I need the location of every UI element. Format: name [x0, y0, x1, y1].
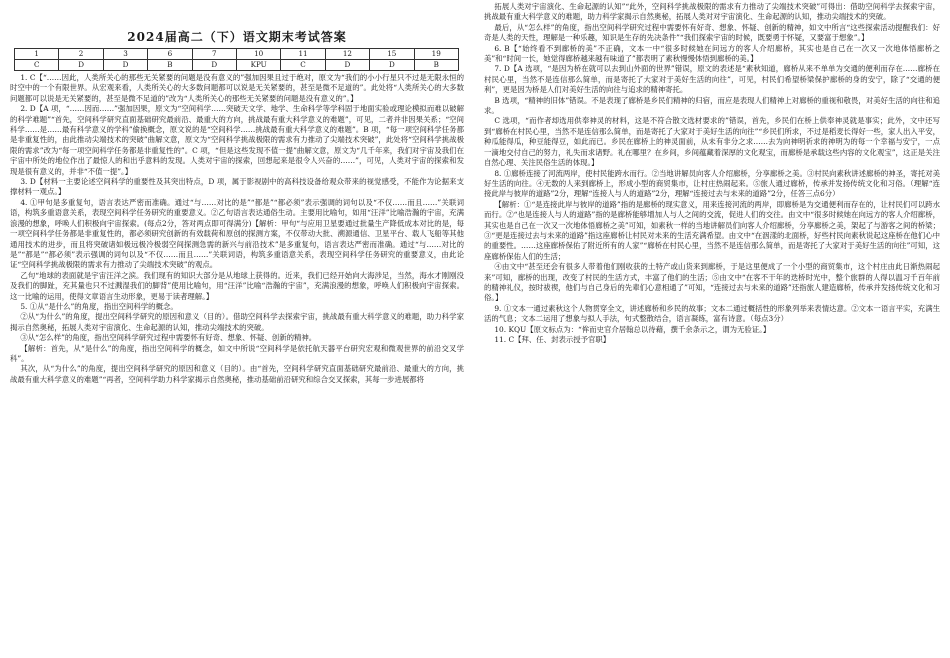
question-number-cell: 15	[370, 49, 414, 60]
answer-paragraph: 【解析：首先，从“是什么”的角度，指出空间科学的概念，如文中所说“空间科学是依托航天器平台研究宏观和微观世界的前沿交叉学科”。	[10, 343, 464, 363]
answer-cell: C	[281, 60, 325, 71]
answer-paragraph: 8. ①廊桥连接了河流两岸，使村民能跨水而行。②当地讲解员向客人介绍廊桥，分享廊桥之美。③村民向素秋讲述廊桥的神圣，寄托对美好生活的向往。④无数的人来到廊桥上，形成小型的商贸集市，让村庄热闹起来。⑤旅人通过廊桥，传承并发扬传统文化和习俗。（理解“连接此岸与彼岸的道路”2分，理解“连接人与人的道路”2分，理解“连接过去与未来的道路”2分，任答三点6分）	[484, 168, 940, 199]
left-column	[10, 0, 464, 658]
answer-cell: D	[103, 60, 147, 71]
answer-paragraph: 5. ①从“是什么”的角度，指出空间科学的概念。	[20, 301, 178, 311]
question-number-cell: 3	[103, 49, 147, 60]
answer-paragraph: 1. C【“……因此，人类所关心的那些无关紧要的问题是没有意义的”强加因果且过于绝对，原文为“我们的小小行星只不过是无限永恒的时空中的一个有限世界。从宏观来看，人类所关心的大多数问题都可以说是无关紧要的，甚至是微不足道的”。此处将“人类所关心的大多数问题都可以说是无关紧要的，甚至是微不足道的”改为“人类所关心的那些无关紧要的问题是没有意义的”。】	[10, 73, 464, 103]
answer-paragraph: 2. D【A 项，“……因而……”强加因果，原文为“空间科学……突破天文学、地学、生命科学等学科固于地面实验或理论模拟而难以破解的科学难题”“首先，空间科学研究直面基础研究最前沿、最重大的方向，挑战最有重大科学意义的难题”，可见，二者并非因果关系；“空间科学……是……最有科学意义的学科”偷换概念，原文说的是“空间科学……挑战最有重大科学意义的难题”。B 项，“每一项空间科学任务都是非重复性的，由此推动尖端技术的突破”曲解文意，原文为“空间科学挑战极限的需求有力推动了尖端技术突破”，此处将“空间科学挑战极限的需求”改为“每一项空间科学任务都是非重复性的”。C 项，“但是这些发现不值一提”曲解文意，原文为“几千年来，我们对宇宙及我们在宇宙中所处的地位作出了最惊人的和出乎意料的发现。人类对宇宙的探索，回想起来是很令人兴奋的……”，可见，人类对宇宙的探索和发现是很有意义的，并非“不值一提”。】	[10, 104, 464, 176]
question-number-cell: 1	[15, 49, 59, 60]
answer-table-answers-row	[15, 60, 459, 71]
answer-paragraph: 7. D【A 选项，“是因为桥在就可以去到山外面的世界”错误，原文的表述是“素秋知道，廊桥从来不单单为交通的便利而存在……廊桥在村民心里，当然不是连信那么简单，而是寄托了大家对于美好生活的向往”，可见，村民们希望桥梁保护廊桥的身的安宁，除了“交通的便利”，更是因为桥是人们对美好生活的向往与追求的精神寄托。	[484, 64, 940, 95]
question-number-cell: 12	[325, 49, 369, 60]
answer-paragraph: 10. KQU【原文标点为：“侔而史官介居翰总以待藉，撰千余条示之，谓为无验证。】	[494, 324, 771, 334]
answer-cell: B	[148, 60, 192, 71]
question-number-cell: 19	[414, 49, 458, 60]
answer-paragraph: ②从“为什么”的角度，提出空间科学研究的原因和意义（目的）。借助空间科学去探索宇宙，挑战最有重大科学意义的难题，助力科学家揭示自然奥秘，拓展人类对宇宙演化、生命起源的认知，推动尖端技术的突破。	[10, 312, 464, 332]
question-number-cell: 7	[192, 49, 236, 60]
answer-cell: D	[325, 60, 369, 71]
answer-cell: C	[15, 60, 59, 71]
answer-paragraph: 6. B【“始终看不到廊桥的美”不正确，文本一中“很多时候她在问远方的客人介绍廊桥，其实也是自己在一次又一次地体悟廊桥之美”和“时间一长，她觉得廊桥越来越有味道了”都表明了素秋慢慢体悟到廊桥的美。】	[484, 43, 940, 64]
answer-paragraph: 3. D【材料一主要论述空间科学的重要性及其突出特点，D 项，属于影视剧中的高科技设备给观众带来的视觉感受，不能作为论据来支撑材料一观点。】	[10, 177, 464, 197]
answer-paragraph: ③从“怎么样”的角度，指出空间科学研究过程中需要怀有好奇、想象、怀疑、创新的精神。	[20, 333, 317, 343]
answer-paragraph: 其次，从“为什么”的角度，提出空间科学研究的原因和意义（目的）。由“首先，空间科学研究直面基础研究最前沿、最重大的方向，挑战最有重大科学意义的难题”“再者，空间科学助力科学家揭示自然奥秘，推动基础前沿研究和综合交叉探索，其每一步进展都将	[10, 364, 464, 384]
answer-cell: KPU	[236, 60, 280, 71]
answer-cell: D	[59, 60, 103, 71]
question-number-cell: 10	[236, 49, 280, 60]
right-column	[484, 0, 940, 658]
document-title: 2024届高二（下）语文期末考试答案	[127, 30, 347, 44]
answer-paragraph: 拓展人类对宇宙演化、生命起源的认知”“此外，空间科学挑战极限的需求有力推动了尖端技术突破”可得出：借助空间科学去探索宇宙，挑战最有重大科学意义的难题，助力科学家揭示自然奥秘，拓展人类对对宇宙演化、生命起源的认知，推动尖端技术的突破。	[484, 2, 940, 22]
answer-paragraph: 【解析：①“是连接此岸与彼岸的道路”指的是廊桥的现实意义，用来连接河流的两岸，即廊桥是为交通便利而存在的，让村民们可以跨水而行。②“也是连接人与人的道路”指的是廊桥能够增加人与人之间的交流，促进人们的交往。由文中“很多时候她在向远方的客人介绍廊桥，其实也是自己在一次又一次地体悟廊桥之美”可知，如素秋一样的当地讲解员们向客人介绍廊桥，分享廊桥之美，架起了与游客之间的桥梁；③“更是连接过去与未来的道路”指这座廊桥让村民对未来的生活充满希望。由文中“在洇漾的北面桥，好些村民向素秋说起这座桥在他们心中的重要性。……这座廊桥保佑了附近所有的人家”“廊桥在村民心里，当然不是连信那么简单，而是寄托了大家对于美好生活的向往”可知，这座廊桥保佑人们的生活；	[484, 199, 940, 261]
answer-paragraph: ④由文中“甚至还会有很多人带着他们刚收获的土特产或山货来到廊桥，于是这里便成了一个小型的商贸集市，这个村庄由此日渐热闹起来”可知，廊桥的出现，改变了村民的生活方式，丰富了他们的生活；⑤由文中“在客不干年的迭桥时光中，整个旅群的人得以温习千百年前的精神礼仪，按时祓禊，他们与自己身后的先辈们心意相通了”可知，“连接过去与未来的道路”还指旅人建造廊桥，传承并发扬传统文化和习俗。】	[484, 262, 940, 303]
answer-table-numbers-row	[15, 49, 459, 60]
answer-paragraph: 11. C【拜、任、封表示授予官职】	[494, 335, 611, 344]
answer-cell: D	[370, 60, 414, 71]
answer-paragraph: 9. ①文本一通过素秋这个人物贯穿全文，讲述廊桥和乡民的故事；文本二通过概括性的形象列举来表情达意。②文本一语言平实，充满生活的气息；文本二运用了想象与拟人手法，句式整散结合，语言凝练，富有诗意。（每点3分）	[484, 303, 940, 324]
answer-cell: B	[414, 60, 458, 71]
question-number-cell: 6	[148, 49, 192, 60]
question-number-cell: 11	[281, 49, 325, 60]
question-number-cell: 2	[59, 49, 103, 60]
answer-cell: D	[192, 60, 236, 71]
answer-paragraph: 乙句“地球的表面就是宇宙汪洋之滨。我们现有的知识大部分是从地球上获得的。近来，我们已经开始向大海涉足，当然，海水才刚刚没及我们的脚趾，充其量也只不过溅湿我们的脚背”使用比喻句，用“汪洋”比喻“浩瀚的宇宙”，充满浪漫的想象，呼唤人们积极向宇宙探索。这一比喻的运用，使得文章语言生动形象，更易于读者理解。】	[10, 270, 464, 301]
answer-table	[14, 48, 459, 71]
answer-paragraph: 最后，从“怎么样”的角度，指出空间科学研究过程中需要怀有好奇、想象、怀疑、创新的精神，如文中所言“这些探索活动提醒我们：好奇是人类的天性，理解是一种乐趣，知识是生存的先决条件”“我们探索宇宙的时候，既要勇于怀疑，又要富于想象”。】	[484, 22, 940, 43]
answer-paragraph: B 选项，“精神的旧体”错误。不是表现了廊桥是乡民们精神的归宿，而应是表现人们精神上对廊桥的重视和敬畏，对美好生活的向往和追求。	[484, 95, 940, 116]
answer-paragraph: 4. ①甲句是多重复句，语言表达严密而准确。通过“与……对比的是”“都是”“都必须”表示强调的词句以及“不仅……而且……”关联词语，构筑多重语意关系，表现空间科学任务研究的重要意义。②乙句语言表达通俗生动。主要用比喻句，如用“汪洋”比喻浩瀚的宇宙，充满浪漫的想象，呼唤人们积极向宇宙探索。(每点2分，答对两点即可得满分)【解析：甲句“与应用卫星要通过批量生产降低成本对比的是，每一项空间科学任务都是非重复性的，都必须研究创新的有效载荷和原创的探测方案，不仅带动大批、溯源通信、卫星平台、载人飞船等其他通用技术的进步，而且将突破诸如极远极冷极弱空间探测急需的新兴与前沿技术”是多重复句，语言表达严密而准确。通过“与……对比的是”“都是”“都必须”表示强调的词句以及“不仅……而且……”关联词语，构筑多重语意关系，表现空间科学任务研究的重要意义，由此论证“空间科学挑战极限的需求有力推动了尖端技术突破”的观点。	[10, 197, 464, 270]
answer-paragraph: C 选项，“而作者却选用供奉神灵的材料，这是不符合散文选材要求的”错误，首先，乡民们在桥上供奉神灵就是事实；此外，文中还写到“廊桥在村民心里，当然不是连信那么简单，而是寄托了大家对于美好生活的向往”“乡民们所求，不过是稻麦长得好一些，家人出入平安，种瓜能得瓜，种豆能得豆，如此而已。乡民在廊桥上的神灵面前，从未有非分之求……去为向神明祈求的神明为的每一个幸福与安宁，一点一滴地交付自己的努力，礼失而求诸野。礼在哪里？在乡间，乡间蕴藏着深厚的文化观宝，而廊桥是承载这些内容的文化观宝”，这正是关注自然心理、关注民俗生活的体现。】	[484, 116, 940, 168]
